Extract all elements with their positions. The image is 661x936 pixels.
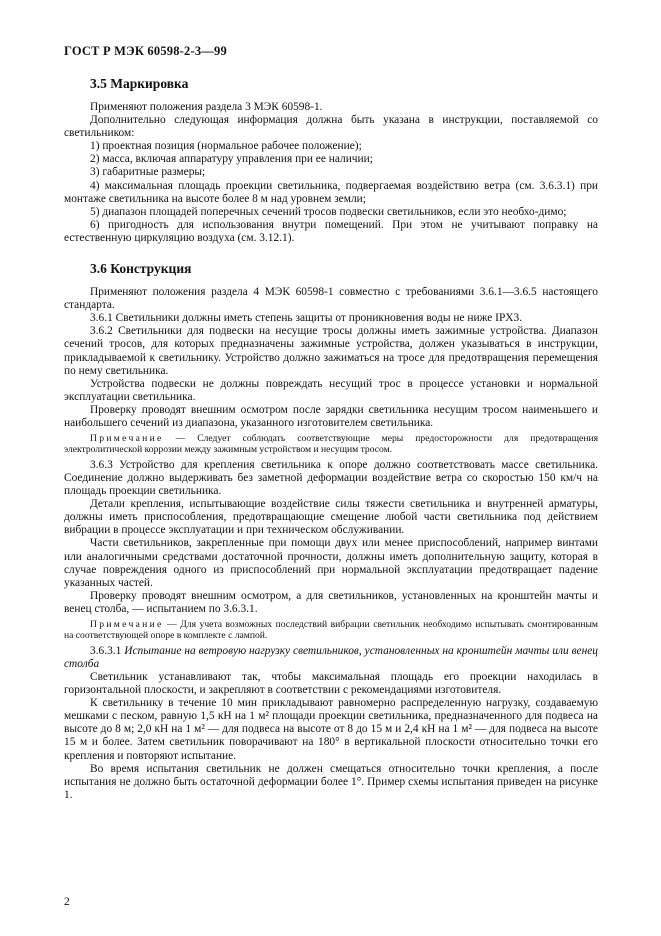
note-label: Примечание (90, 619, 164, 630)
list-item: 5) диапазон площадей поперечных сечений тросов подвески светильников, если это необхо-димо; (90, 205, 567, 218)
note-label: Примечание (90, 433, 164, 445)
paragraph: 3.6.1 Светильники должны иметь степень защиты от проникновения воды не ниже IPX3. (90, 312, 523, 325)
paragraph: 3.6.3 Устройство для крепления светильника к опоре должно соответствовать массе светильника. Соединение должно выдерживать без заметной деформации воздействие ветра со скоростью 150 км/ч на площадь проекции светильника. (64, 458, 598, 498)
subsection-number: 3.6.3.1 (90, 644, 125, 657)
note-text: — Для учета возможных последствий вибрации светильник необходимо испытывать смонтированным на соответствующей опоре в комплекте с лампой. (64, 619, 598, 642)
paragraph: Проверку проводят внешним осмотром, а для светильников, установленных на кронштейн мачты и венец столба, — испытанием по 3.6.3.1. (64, 589, 598, 615)
page-content (64, 76, 598, 802)
note (64, 619, 598, 642)
list-item: 2) масса, включая аппаратуру управления при ее наличии; (90, 153, 373, 166)
list-item: 4) максимальная площадь проекции светильника, подвергаемая воздействию ветра (см. 3.6.3.1) при монтаже светильника на высоте более 8 м над уровнем земли; (64, 179, 598, 205)
paragraph: Проверку проводят внешним осмотром после зарядки светильника несущим тросом наименьшего и наибольшего сечений из диапазона, указанного изготовителем светильника. (64, 403, 598, 429)
paragraph: Светильник устанавливают так, чтобы максимальная площадь его проекции находилась в горизонтальной плоскости, и закрепляют в соответствии с рекомендациями изготовителя. (64, 671, 598, 697)
paragraph: К светильнику в течение 10 мин прикладывают равномерно распределенную нагрузку, создаваемую мешками с песком, равную 1,5 кН на 1 м² площади проекции светильника, предназначенного для подвеса на высоте до 8 м; 2,0 кН на 1 м² — для подвеса на высоте от 8 до 15 м и 2,4 кН на 1 м² — для подвеса на высоте 15 м и более. Затем светильник поворачивают на 180° в вертикальной плоскости относительно точки его крепления и повторяют испытание. (64, 697, 598, 762)
document-header: ГОСТ Р МЭК 60598-2-3—99 (64, 44, 227, 58)
subsection-italic-title: Испытание на ветровую нагрузку светильников, установленных на кронштейн мачты или венец столба (64, 644, 598, 670)
section-heading-construction: 3.6 Конструкция (90, 261, 192, 277)
list-item: 1) проектная позиция (нормальное рабочее положение); (90, 140, 362, 153)
list-item: 3) габаритные размеры; (90, 166, 206, 179)
page-number: 2 (64, 896, 70, 908)
list-item: 6) пригодность для использования внутри помещений. При этом не учитывают поправку на естественную циркуляцию воздуха (см. 3.12.1). (64, 218, 598, 244)
section-heading-marking: 3.5 Маркировка (90, 76, 189, 91)
paragraph: Дополнительно следующая информация должна быть указана в инструкции, поставляемой со светильником: (64, 114, 598, 140)
subsection-title (64, 645, 598, 671)
paragraph: Устройства подвески не должны повреждать несущий трос в процессе установки и нормальной эксплуатации светильника. (64, 377, 598, 403)
paragraph: Части светильников, закрепленные при помощи двух или менее приспособлений, например винтами или аналогичными средствами достаточной прочности, должны иметь дополнительную защиту, которая в случае повреждения одного из приспособлений при нормальной эксплуатации предотвращает падение указанных частей. (64, 537, 598, 589)
note-text: — Следует соблюдать соответствующие меры предосторожности для предотвращения электролитической коррозии между зажимным устройством и несущим тросом. (64, 433, 598, 456)
paragraph: Детали крепления, испытывающие воздействие силы тяжести светильника и внутренней арматуры, должны иметь приспособления, предотвращающие смещение любой части светильника под действием вибрации в процессе эксплуатации и при техническом обслуживании. (64, 498, 598, 537)
paragraph: 3.6.2 Светильники для подвески на несущие тросы должны иметь зажимные устройства. Диапазон сечений тросов, для которых предназначены зажимные устройства, должен указываться в инструкции, прикладываемой к светильнику. Устройство должно зажиматься на тросе для предотвращения перемещения по нему светильника. (64, 325, 598, 377)
paragraph: Применяют положения раздела 4 МЭК 60598-1 совместно с требованиями 3.6.1—3.6.5 настоящего стандарта. (64, 286, 598, 312)
note (64, 433, 598, 456)
paragraph: Во время испытания светильник не должен смещаться относительно точки крепления, а после испытания не должно быть остаточной деформации более 1°. Пример схемы испытания приведен на рисунке 1. (64, 762, 598, 801)
paragraph: Применяют положения раздела 3 МЭК 60598-1. (90, 101, 323, 113)
